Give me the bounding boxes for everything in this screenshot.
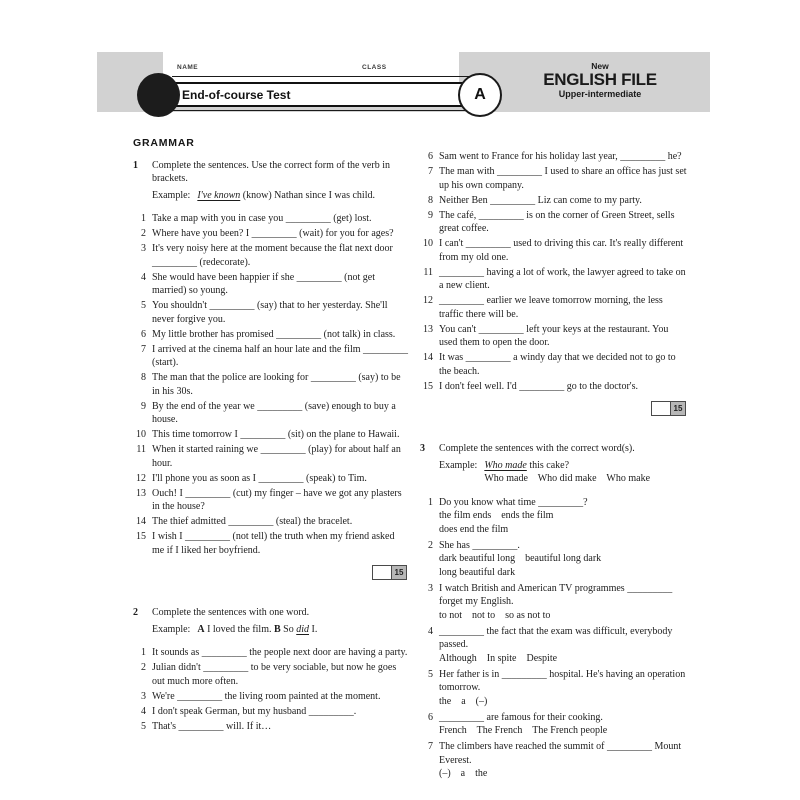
example-line bbox=[133, 189, 409, 203]
question-text: I don't feel well. I'd _________ go to the doctor's. bbox=[439, 380, 638, 392]
question-text: By the end of the year we _________ (save) enough to buy a house. bbox=[152, 400, 396, 425]
question-number: 1 bbox=[141, 647, 146, 658]
example-text-segment: A bbox=[197, 623, 205, 635]
question-number: 15 bbox=[136, 531, 146, 542]
instructions-text: Complete the sentences with one word. bbox=[152, 607, 310, 618]
question-item bbox=[133, 720, 409, 734]
exercise-number: 1 bbox=[133, 159, 138, 171]
exercise-instructions bbox=[133, 606, 409, 620]
question-item bbox=[133, 343, 409, 370]
score-blank-cell bbox=[652, 402, 671, 415]
example-text-segment: Who made bbox=[484, 459, 527, 471]
score-box bbox=[372, 565, 407, 580]
brand-logo bbox=[520, 61, 680, 99]
example-text-segment: did bbox=[296, 623, 310, 635]
question-item bbox=[133, 227, 409, 241]
question-text: Take a map with you in case you _________ (get) lost. bbox=[152, 213, 372, 224]
question-item bbox=[420, 380, 688, 394]
question-item bbox=[420, 711, 688, 738]
question-text: _________ the fact that the exam was difficult, everybody passed. Although In spite Despite bbox=[439, 625, 688, 666]
question-number: 15 bbox=[423, 380, 433, 392]
exercise-number: 3 bbox=[420, 443, 425, 454]
example-text-segment: I've known bbox=[197, 189, 241, 201]
question-number: 7 bbox=[428, 166, 433, 177]
version-letter-badge bbox=[458, 73, 502, 117]
question-number: 9 bbox=[141, 400, 146, 412]
question-item bbox=[133, 515, 409, 529]
answer-options: Although In spite Despite bbox=[439, 652, 558, 664]
question-text: _________ having a lot of work, the lawyer agreed to take on a new client. bbox=[439, 266, 686, 291]
question-item bbox=[133, 530, 409, 557]
question-number: 10 bbox=[136, 429, 146, 440]
question-item bbox=[420, 150, 688, 164]
question-text: It was _________ a windy day that we decided not to go to the beach. bbox=[439, 352, 676, 377]
score-blank-cell bbox=[373, 566, 392, 579]
question-text: Neither Ben _________ Liz can come to my party. bbox=[439, 194, 642, 206]
question-number: 8 bbox=[428, 194, 433, 206]
question-number: 8 bbox=[141, 372, 146, 383]
question-item bbox=[133, 661, 409, 688]
name-label: NAME bbox=[177, 64, 199, 71]
answer-options: does end the film bbox=[439, 523, 509, 535]
question-item bbox=[420, 266, 688, 293]
question-number: 7 bbox=[428, 741, 433, 752]
score-max-value: 15 bbox=[671, 402, 685, 415]
question-number: 7 bbox=[141, 343, 146, 355]
question-item bbox=[420, 194, 688, 208]
example-line bbox=[133, 623, 409, 637]
question-number: 2 bbox=[141, 228, 146, 239]
question-text: I watch British and American TV programmes _________ forget my English. to not not to so as not to bbox=[439, 582, 688, 623]
question-number: 13 bbox=[136, 487, 146, 499]
example-text-segment: I loved the film. bbox=[204, 623, 274, 635]
exercise-block bbox=[133, 159, 409, 581]
question-item bbox=[420, 165, 688, 192]
left-column bbox=[133, 137, 409, 735]
question-number: 2 bbox=[141, 662, 146, 673]
question-item bbox=[133, 472, 409, 486]
instructions-text: Complete the sentences. Use the correct form of the verb in brackets. bbox=[152, 159, 390, 184]
question-item bbox=[420, 237, 688, 264]
question-number: 5 bbox=[428, 668, 433, 680]
black-circle-decoration bbox=[137, 73, 180, 117]
score-box bbox=[651, 401, 686, 416]
exercise-block bbox=[420, 442, 688, 781]
question-item bbox=[133, 371, 409, 398]
question-text: The man that the police are looking for _________ (say) to be in his 30s. bbox=[152, 372, 401, 397]
answer-options: the film ends ends the film bbox=[439, 510, 554, 521]
question-text: Do you know what time _________? the film ends ends the film does end the film bbox=[439, 496, 688, 537]
example-label: Example: bbox=[152, 623, 191, 635]
question-item bbox=[133, 487, 409, 514]
question-text: You shouldn't _________ (say) that to her yesterday. She'll never forgive you. bbox=[152, 300, 388, 325]
right-column bbox=[420, 150, 688, 783]
brand-level: Upper-intermediate bbox=[558, 89, 642, 99]
example-text-segment: (know) Nathan since I was child. bbox=[240, 189, 375, 201]
question-number: 14 bbox=[136, 516, 146, 527]
question-number: 4 bbox=[141, 705, 146, 717]
question-text: I wish I _________ (not tell) the truth when my friend asked me if I liked her boyfriend. bbox=[152, 531, 395, 556]
question-number: 2 bbox=[428, 539, 433, 551]
answer-options: French The French The French people bbox=[439, 725, 608, 736]
question-text: That's _________ will. If it… bbox=[152, 720, 272, 732]
version-letter: A bbox=[474, 86, 486, 103]
question-item bbox=[133, 212, 409, 226]
question-text: Where have you been? I _________ (wait) for you for ages? bbox=[152, 228, 394, 239]
question-item bbox=[420, 668, 688, 709]
question-item bbox=[133, 271, 409, 298]
example-text-segment: So bbox=[280, 623, 297, 635]
question-item bbox=[133, 299, 409, 326]
question-number: 10 bbox=[423, 238, 433, 249]
answer-options: (–) a the bbox=[439, 768, 488, 779]
question-number: 3 bbox=[428, 582, 433, 594]
question-number: 1 bbox=[141, 213, 146, 224]
question-text: It's very noisy here at the moment because the flat next door _________ (redecorate). bbox=[152, 243, 393, 268]
example-label: Example: bbox=[152, 189, 191, 201]
question-number: 5 bbox=[141, 300, 146, 311]
question-item bbox=[420, 496, 688, 537]
question-text: Her father is in _________ hospital. He's having an operation tomorrow. the a (–) bbox=[439, 668, 688, 709]
question-item bbox=[133, 428, 409, 442]
question-text: Sam went to France for his holiday last year, _________ he? bbox=[439, 151, 682, 162]
question-number: 6 bbox=[141, 328, 146, 340]
exercise-number: 2 bbox=[133, 607, 138, 618]
question-item bbox=[133, 646, 409, 660]
exercise-block bbox=[133, 606, 409, 733]
question-text: The man with _________ I used to share an office has just set up his own company. bbox=[439, 166, 687, 191]
question-item bbox=[420, 209, 688, 236]
question-number: 11 bbox=[423, 266, 433, 278]
question-number: 6 bbox=[428, 151, 433, 162]
question-text: I don't speak German, but my husband _________. bbox=[152, 705, 357, 717]
question-number: 11 bbox=[136, 444, 146, 455]
question-text: _________ earlier we leave tomorrow morning, the less traffic there will be. bbox=[439, 295, 663, 320]
question-number: 3 bbox=[141, 243, 146, 254]
question-item bbox=[133, 400, 409, 427]
test-title-bar bbox=[172, 82, 472, 107]
question-text: She would have been happier if she _________ (not get married) so young. bbox=[152, 271, 376, 296]
question-text: I'll phone you as soon as I _________ (speak) to Tim. bbox=[152, 472, 367, 484]
score-max-value: 15 bbox=[392, 566, 406, 579]
answer-options: dark beautiful long beautiful long dark bbox=[439, 553, 602, 564]
question-text: We're _________ the living room painted at the moment. bbox=[152, 690, 381, 702]
question-item bbox=[133, 690, 409, 704]
question-text: She has _________. dark beautiful long beautiful long dark long beautiful dark bbox=[439, 539, 688, 580]
question-text: Ouch! I _________ (cut) my finger – have we got any plasters in the house? bbox=[152, 487, 402, 512]
question-item bbox=[133, 328, 409, 342]
exercise-instructions bbox=[133, 159, 409, 186]
question-text: You can't _________ left your keys at the restaurant. You used them to open the door. bbox=[439, 323, 669, 348]
bottom-rule-line bbox=[172, 110, 472, 111]
answer-options: to not not to so as not to bbox=[439, 609, 551, 621]
question-text: I arrived at the cinema half an hour late and the film _________ (start). bbox=[152, 343, 409, 368]
question-text: I can't _________ used to driving this car. It's really different from my old one. bbox=[439, 238, 684, 263]
question-text: It sounds as _________ the people next door are having a party. bbox=[152, 647, 408, 658]
question-text: The climbers have reached the summit of _________ Mount Everest. (–) a the bbox=[439, 740, 688, 781]
answer-options: long beautiful dark bbox=[439, 566, 516, 578]
question-item bbox=[420, 740, 688, 781]
question-text: The thief admitted _________ (steal) the bracelet. bbox=[152, 516, 353, 527]
question-number: 9 bbox=[428, 209, 433, 221]
question-number: 6 bbox=[428, 711, 433, 723]
question-item bbox=[133, 242, 409, 269]
example-text-segment: this cake? bbox=[526, 459, 570, 471]
question-item bbox=[420, 323, 688, 350]
example-content bbox=[197, 623, 317, 637]
instructions-text: Complete the sentences with the correct word(s). bbox=[439, 443, 635, 454]
question-number: 1 bbox=[428, 496, 433, 508]
question-item bbox=[420, 294, 688, 321]
question-number: 3 bbox=[141, 690, 146, 702]
question-text: When it started raining we _________ (play) for about half an hour. bbox=[152, 444, 401, 469]
example-label: Example: bbox=[439, 459, 478, 471]
question-text: This time tomorrow I _________ (sit) on the plane to Hawaii. bbox=[152, 429, 400, 440]
question-number: 12 bbox=[136, 472, 146, 484]
question-text: My little brother has promised _________ (not talk) in class. bbox=[152, 328, 396, 340]
brand-title: ENGLISH FILE bbox=[543, 70, 657, 89]
question-text: The café, _________ is on the corner of Green Street, sells great coffee. bbox=[439, 209, 675, 234]
question-item bbox=[420, 625, 688, 666]
question-item bbox=[133, 705, 409, 719]
example-content bbox=[484, 459, 650, 486]
brand-new: New bbox=[591, 61, 609, 71]
grammar-heading: GRAMMAR bbox=[133, 137, 195, 149]
example-text-segment: I. bbox=[309, 623, 318, 635]
test-title: End-of-course Test bbox=[182, 87, 291, 102]
question-number: 12 bbox=[423, 295, 433, 306]
example-options: Who made Who did make Who make bbox=[484, 473, 651, 484]
answer-options: the a (–) bbox=[439, 695, 488, 707]
example-content bbox=[197, 189, 375, 203]
question-item bbox=[420, 582, 688, 623]
question-number: 13 bbox=[423, 323, 433, 335]
class-label: CLASS bbox=[362, 64, 387, 71]
question-text: _________ are famous for their cooking. French The French The French people bbox=[439, 711, 688, 738]
question-number: 4 bbox=[428, 625, 433, 637]
example-line bbox=[420, 459, 688, 486]
name-writing-line bbox=[172, 76, 472, 77]
question-number: 5 bbox=[141, 720, 146, 732]
question-item bbox=[420, 351, 688, 378]
exercise-block bbox=[420, 150, 688, 416]
question-item bbox=[133, 443, 409, 470]
question-number: 4 bbox=[141, 271, 146, 283]
exercise-instructions bbox=[420, 442, 688, 456]
example-text-segment: B bbox=[274, 623, 281, 635]
question-number: 14 bbox=[423, 352, 433, 363]
question-text: Julian didn't _________ to be very sociable, but now he goes out much more often. bbox=[152, 662, 397, 687]
question-item bbox=[420, 539, 688, 580]
